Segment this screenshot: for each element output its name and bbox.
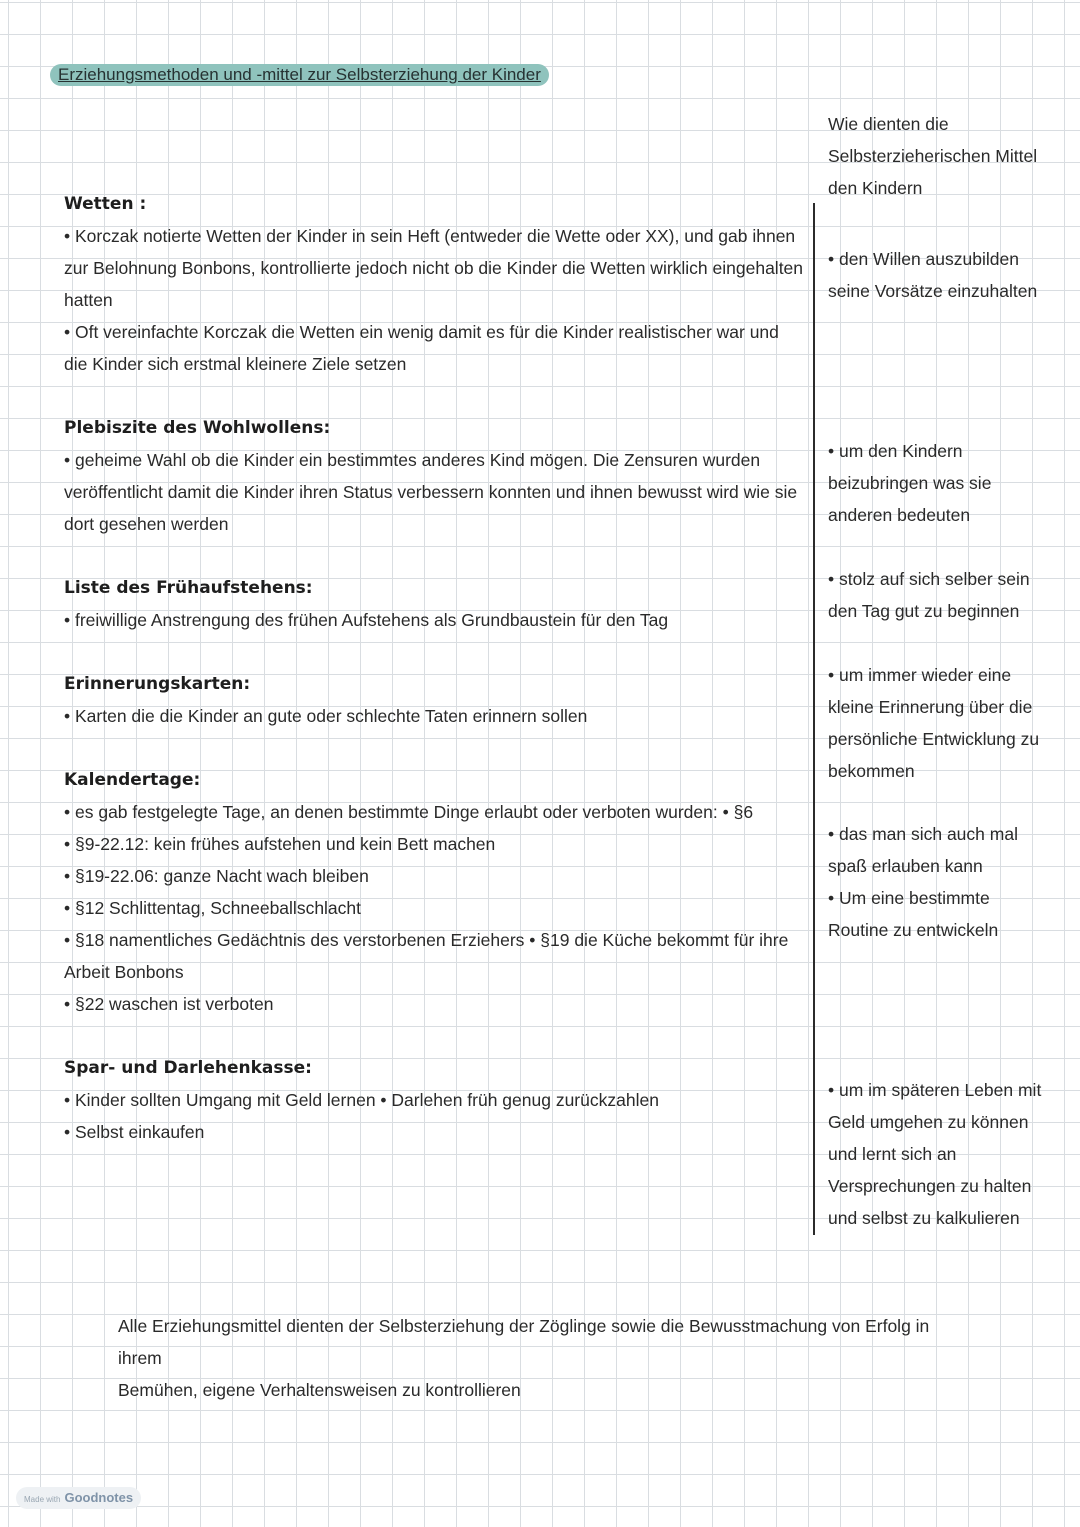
section-fruehaufstehen bbox=[64, 572, 804, 636]
section-heading: Wetten : bbox=[64, 194, 147, 214]
section-line: • Oft vereinfachte Korczak die Wetten ein wenig damit es für die Kinder realistischer war und bbox=[64, 322, 779, 342]
section-line: • Selbst einkaufen bbox=[64, 1122, 205, 1142]
summary-line: Bemühen, eigene Verhaltensweisen zu kontrollieren bbox=[118, 1380, 521, 1400]
summary-line: Alle Erziehungsmittel dienten der Selbsterziehung der Zöglinge sowie die Bewusstmachung von Erfolg in ihrem bbox=[118, 1316, 930, 1368]
sidebar-note-wetten bbox=[828, 243, 1043, 307]
section-erinnerungskarten bbox=[64, 668, 804, 732]
sidebar-heading-line: Wie dienten die bbox=[828, 114, 949, 134]
section-heading: Erinnerungskarten: bbox=[64, 674, 251, 694]
sidebar-heading bbox=[828, 108, 1043, 204]
sidebar-note-line: • um immer wieder eine bbox=[828, 665, 1012, 685]
section-heading: Kalendertage: bbox=[64, 770, 201, 790]
section-line: • es gab festgelegte Tage, an denen bestimmte Dinge erlaubt oder verboten wurden: • §6 bbox=[64, 802, 754, 822]
section-line: • §12 Schlittentag, Schneeballschlacht bbox=[64, 898, 362, 918]
sidebar-note-line: Versprechungen zu halten bbox=[828, 1176, 1032, 1196]
sidebar-note-line: und selbst zu kalkulieren bbox=[828, 1208, 1020, 1228]
section-line: • Karten die die Kinder an gute oder schlechte Taten erinnern sollen bbox=[64, 706, 588, 726]
sidebar-note-line: • das man sich auch mal bbox=[828, 824, 1018, 844]
goodnotes-badge bbox=[16, 1487, 141, 1509]
sidebar-note-line: • um im späteren Leben mit bbox=[828, 1080, 1042, 1100]
sidebar-note-line: persönliche Entwicklung zu bbox=[828, 729, 1040, 749]
section-line: Arbeit Bonbons bbox=[64, 962, 184, 982]
page-title: Erziehungsmethoden und -mittel zur Selbsterziehung der Kinder bbox=[50, 64, 549, 86]
sidebar-note-line: • Um eine bestimmte bbox=[828, 888, 990, 908]
sidebar-note-fruehaufstehen bbox=[828, 563, 1043, 627]
section-heading: Plebiszite des Wohlwollens: bbox=[64, 418, 331, 438]
section-wetten bbox=[64, 188, 804, 380]
section-line: • Kinder sollten Umgang mit Geld lernen • Darlehen früh genug zurückzahlen bbox=[64, 1090, 659, 1110]
section-sparkasse bbox=[64, 1052, 804, 1148]
section-line: veröffentlicht damit die Kinder ihren Status verbessern konnten und ihnen bewusst wird wie sie bbox=[64, 482, 798, 502]
sidebar-note-line: den Tag gut zu beginnen bbox=[828, 601, 1020, 621]
sidebar-note-plebiszite bbox=[828, 435, 1043, 531]
section-heading: Liste des Frühaufstehens: bbox=[64, 578, 313, 598]
section-line: die Kinder sich erstmal kleinere Ziele setzen bbox=[64, 354, 407, 374]
sidebar-heading-line: den Kindern bbox=[828, 178, 923, 198]
section-line: • §9-22.12: kein frühes aufstehen und kein Bett machen bbox=[64, 834, 496, 854]
sidebar-note-kalendertage bbox=[828, 818, 1043, 946]
sidebar-note-line: kleine Erinnerung über die bbox=[828, 697, 1033, 717]
section-line: • §18 namentliches Gedächtnis des verstorbenen Erziehers • §19 die Küche bekommt für ihre bbox=[64, 930, 789, 950]
section-kalendertage bbox=[64, 764, 804, 1020]
sidebar-note-erinnerungskarten bbox=[828, 659, 1043, 787]
section-line: • §19-22.06: ganze Nacht wach bleiben bbox=[64, 866, 369, 886]
sidebar-note-line: und lernt sich an bbox=[828, 1144, 957, 1164]
sidebar-note-line: anderen bedeuten bbox=[828, 505, 971, 525]
column-divider bbox=[813, 203, 815, 1235]
sidebar-note-line: • um den Kindern bbox=[828, 441, 963, 461]
sidebar-note-line: Routine zu entwickeln bbox=[828, 920, 999, 940]
section-plebiszite bbox=[64, 412, 804, 540]
sidebar-note-sparkasse bbox=[828, 1074, 1043, 1234]
sidebar-note-line: • den Willen auszubilden bbox=[828, 249, 1019, 269]
sidebar-note-line: seine Vorsätze einzuhalten bbox=[828, 281, 1038, 301]
badge-brand: Goodnotes bbox=[64, 1490, 134, 1505]
section-line: hatten bbox=[64, 290, 113, 310]
sidebar-note-line: Geld umgehen zu können bbox=[828, 1112, 1029, 1132]
methods-list bbox=[64, 188, 804, 1148]
section-line: • §22 waschen ist verboten bbox=[64, 994, 274, 1014]
section-line: • Korczak notierte Wetten der Kinder in sein Heft (entweder die Wette oder XX), und gab ihnen bbox=[64, 226, 796, 246]
sidebar-note-line: bekommen bbox=[828, 761, 915, 781]
section-line: dort gesehen werden bbox=[64, 514, 229, 534]
sidebar-note-line: spaß erlauben kann bbox=[828, 856, 983, 876]
section-heading: Spar- und Darlehenkasse: bbox=[64, 1058, 312, 1078]
section-line: • freiwillige Anstrengung des frühen Aufstehens als Grundbaustein für den Tag bbox=[64, 610, 669, 630]
section-line: zur Belohnung Bonbons, kontrollierte jedoch nicht ob die Kinder die Wetten wirklich eingehalten bbox=[64, 258, 804, 278]
badge-prefix: Made with bbox=[24, 1495, 61, 1504]
sidebar-heading-line: Selbsterzieherischen Mittel bbox=[828, 146, 1038, 166]
summary-paragraph bbox=[118, 1310, 948, 1406]
sidebar-note-line: beizubringen was sie bbox=[828, 473, 992, 493]
section-line: • geheime Wahl ob die Kinder ein bestimmtes anderes Kind mögen. Die Zensuren wurden bbox=[64, 450, 761, 470]
sidebar-note-line: • stolz auf sich selber sein bbox=[828, 569, 1030, 589]
